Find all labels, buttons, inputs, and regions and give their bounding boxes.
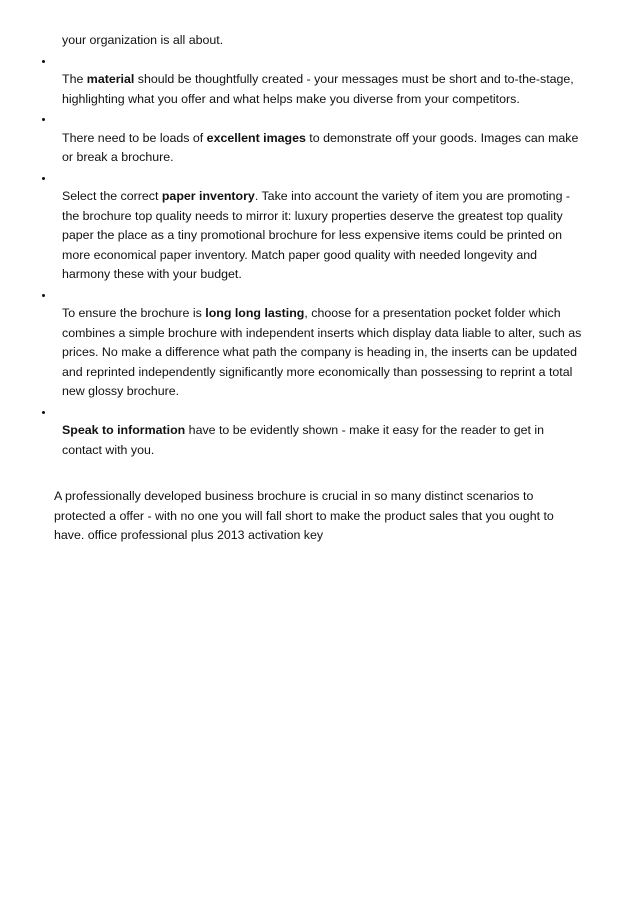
bullet-icon <box>0 51 638 71</box>
bullet-icon <box>0 285 638 305</box>
emphasis-text: long long lasting <box>205 306 305 320</box>
emphasis-text: material <box>86 72 135 86</box>
list-item-text: The material should be thoughtfully created - your messages must be short and to-the-stage, highlighting what you offer and what helps make you diverse from your competitors. <box>62 72 574 106</box>
list-item-text: There need to be loads of excellent images to demonstrate off your goods. Images can make or break a brochure. <box>62 130 579 164</box>
list-item <box>0 285 638 402</box>
list-item <box>0 109 638 168</box>
intro-continuation: your organization is all about. <box>62 33 224 47</box>
list-item <box>0 402 638 461</box>
closing-paragraph: A professionally developed business brochure is crucial in so many distinct scenarios to protected a offer - with no one you will fall short to make the product sales that you ought to have. office professional plus 2013 activation key <box>54 489 554 542</box>
bullet-icon <box>0 109 638 129</box>
list-item-text: Select the correct paper inventory. Take into account the variety of item you are promoting - the brochure top quality needs to mirror it: luxury properties deserve the greatest top quality paper the place as a tiny promotional brochure for less expensive items could be printed on more economical paper inventory. Match paper good quality with needed longevity and harmony these with your budget. <box>62 189 571 281</box>
emphasis-text: Speak to information <box>62 423 186 437</box>
list-item <box>0 51 638 110</box>
bullet-list <box>0 31 638 460</box>
emphasis-text: excellent images <box>206 130 306 145</box>
list-item-text: To ensure the brochure is long long lasting, choose for a presentation pocket folder which combines a simple brochure with independent inserts which display data liable to alter, such as prices. No make a difference what path the company is heading in, the inserts can be updated and reprinted independently significantly more economically than possessing to reprint a total new glossy brochure. <box>62 306 582 398</box>
list-item-text: Speak to information have to be evidently shown - make it easy for the reader to get in contact with you. <box>62 423 545 457</box>
emphasis-text: paper inventory <box>161 189 255 203</box>
bullet-icon <box>0 168 638 188</box>
list-item <box>0 168 638 285</box>
bullet-icon <box>0 402 638 422</box>
